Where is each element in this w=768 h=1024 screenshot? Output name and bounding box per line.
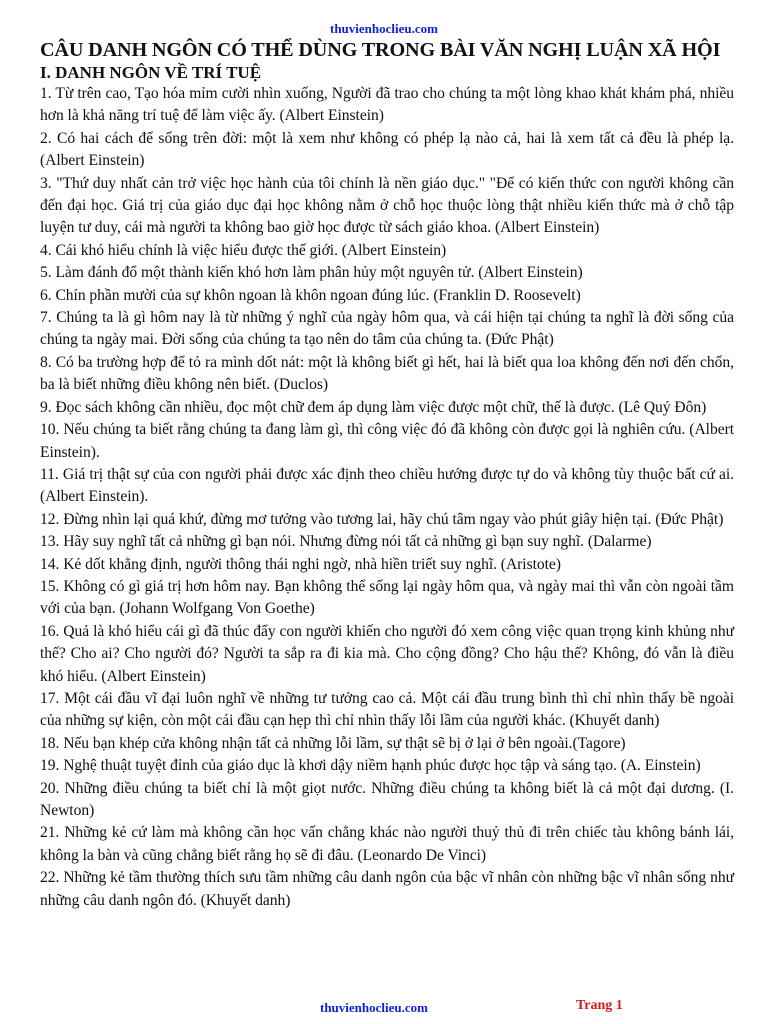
- quote-item: 7. Chúng ta là gì hôm nay là từ những ý nghĩ của ngày hôm qua, và cái hiện tại chúng ta nghĩ là đời sống của chúng ta ngày mai. Đời sống của chúng ta tạo nên do tâm của chúng ta. (Đức Phật): [40, 309, 734, 349]
- quote-item: 8. Có ba trường hợp để tỏ ra mình dốt nát: một là không biết gì hết, hai là biết qua loa không đến nơi đến chốn, ba là biết những điều không nên biết. (Duclos): [40, 353, 734, 394]
- quote-item: 16. Quả là khó hiểu cái gì đã thúc đẩy con người khiến cho người đó xem công việc quan trọng kinh khủng như thế? Cho ai? Cho người đó? Người ta sắp ra đi kia mà. Cho cộng đồng? Cho hậu thế? Không, đó vẫn là điều khó hiểu. (Albert Einstein): [40, 622, 734, 685]
- quote-item: 4. Cái khó hiểu chính là việc hiểu được thế giới. (Albert Einstein): [40, 241, 447, 259]
- quote-item: 17. Một cái đầu vĩ đại luôn nghĩ về những tư tưởng cao cả. Một cái đầu trung bình thì chỉ nhìn thấy bề ngoài của những sự kiện, còn một cái đầu cạn hẹp thì chỉ nhìn thấy lỗi lầm của người khác. (Khuyết danh): [40, 689, 734, 730]
- page-number: Trang 1: [576, 998, 623, 1013]
- section-heading: I. DANH NGÔN VỀ TRÍ TUỆ: [40, 63, 262, 82]
- quote-item: 11. Giá trị thật sự của con người phải được xác định theo chiều hướng được tự do và không tùy thuộc bất cứ ai. (Albert Einstein).: [40, 465, 734, 506]
- quote-item: 12. Đừng nhìn lại quá khứ, đừng mơ tưởng vào tương lai, hãy chú tâm ngay vào phút giây hiện tại. (Đức Phật): [40, 510, 724, 528]
- quote-item: 3. "Thứ duy nhất cản trở việc học hành của tôi chính là nền giáo dục." "Để có kiến thức con người không cần đến đại học. Giá trị của giáo dục đại học không nằm ở chỗ học thuộc lòng thật nhiều kiến thức mà ở chỗ tập luyện tư duy, cái mà người ta không bao giờ học được từ sách giáo khoa. (Albert Einstein): [40, 174, 734, 237]
- document-body: [40, 38, 734, 912]
- quote-item: 2. Có hai cách để sống trên đời: một là xem như không có phép lạ nào cả, hai là xem tất cả đều là phép lạ. (Albert Einstein): [40, 129, 734, 170]
- quote-item: 6. Chín phần mười của sự khôn ngoan là khôn ngoan đúng lúc. (Franklin D. Roosevelt): [40, 286, 581, 304]
- quote-item: 5. Làm đánh đổ một thành kiến khó hơn làm phân hủy một nguyên tử. (Albert Einstein): [40, 264, 583, 282]
- quote-item: 19. Nghệ thuật tuyệt đỉnh của giáo dục là khơi dậy niềm hạnh phúc được học tập và sáng tạo. (A. Einstein): [40, 757, 701, 775]
- quote-item: 1. Từ trên cao, Tạo hóa mỉm cười nhìn xuống, Người đã trao cho chúng ta một lòng khao khát khám phá, nhiều hơn là khả năng trí tuệ để làm việc ấy. (Albert Einstein): [40, 85, 734, 125]
- header-site-name[interactable]: thuvienhoclieu.com: [330, 21, 438, 36]
- quote-item: 21. Những kẻ cứ làm mà không cần học vấn chẳng khác nào người thuỷ thủ đi trên chiếc tàu không bánh lái, không la bàn và cũng chẳng biết rằng họ sẽ đi đâu. (Leonardo De Vinci): [40, 824, 734, 864]
- quote-item: 14. Kẻ dốt khẳng định, người thông thái nghi ngờ, nhà hiền triết suy nghĩ. (Aristote): [40, 555, 561, 573]
- quote-item: 9. Đọc sách không cần nhiều, đọc một chữ đem áp dụng làm việc được một chữ, thế là được. (Lê Quý Đôn): [40, 398, 707, 416]
- quote-list: [40, 83, 734, 912]
- footer-site-name[interactable]: thuvienhoclieu.com: [320, 1000, 428, 1015]
- quote-item: 10. Nếu chúng ta biết rằng chúng ta đang làm gì, thì công việc đó đã không còn được gọi là nghiên cứu. (Albert Einstein).: [40, 421, 734, 461]
- document-title: CÂU DANH NGÔN CÓ THỂ DÙNG TRONG BÀI VĂN NGHỊ LUẬN XÃ HỘI: [40, 39, 721, 61]
- quote-item: 13. Hãy suy nghĩ tất cả những gì bạn nói. Nhưng đừng nói tất cả những gì bạn suy nghĩ. (Dalarme): [40, 533, 652, 551]
- quote-item: 20. Những điều chúng ta biết chỉ là một giọt nước. Những điều chúng ta không biết là cả một đại dương. (I. Newton): [40, 779, 734, 819]
- quote-item: 15. Không có gì giá trị hơn hôm nay. Bạn không thể sống lại ngày hôm qua, và ngày mai thì vẫn còn ngoài tầm với của bạn. (Johann Wolfgang Von Goethe): [40, 577, 734, 618]
- quote-item: 18. Nếu bạn khép cửa không nhận tất cả những lỗi lầm, sự thật sẽ bị ở lại ở bên ngoài.(Tagore): [40, 734, 626, 752]
- quote-item: 22. Những kẻ tầm thường thích sưu tầm những câu danh ngôn của bậc vĩ nhân còn những bậc vĩ nhân sống như những câu danh ngôn đó. (Khuyết danh): [40, 869, 734, 909]
